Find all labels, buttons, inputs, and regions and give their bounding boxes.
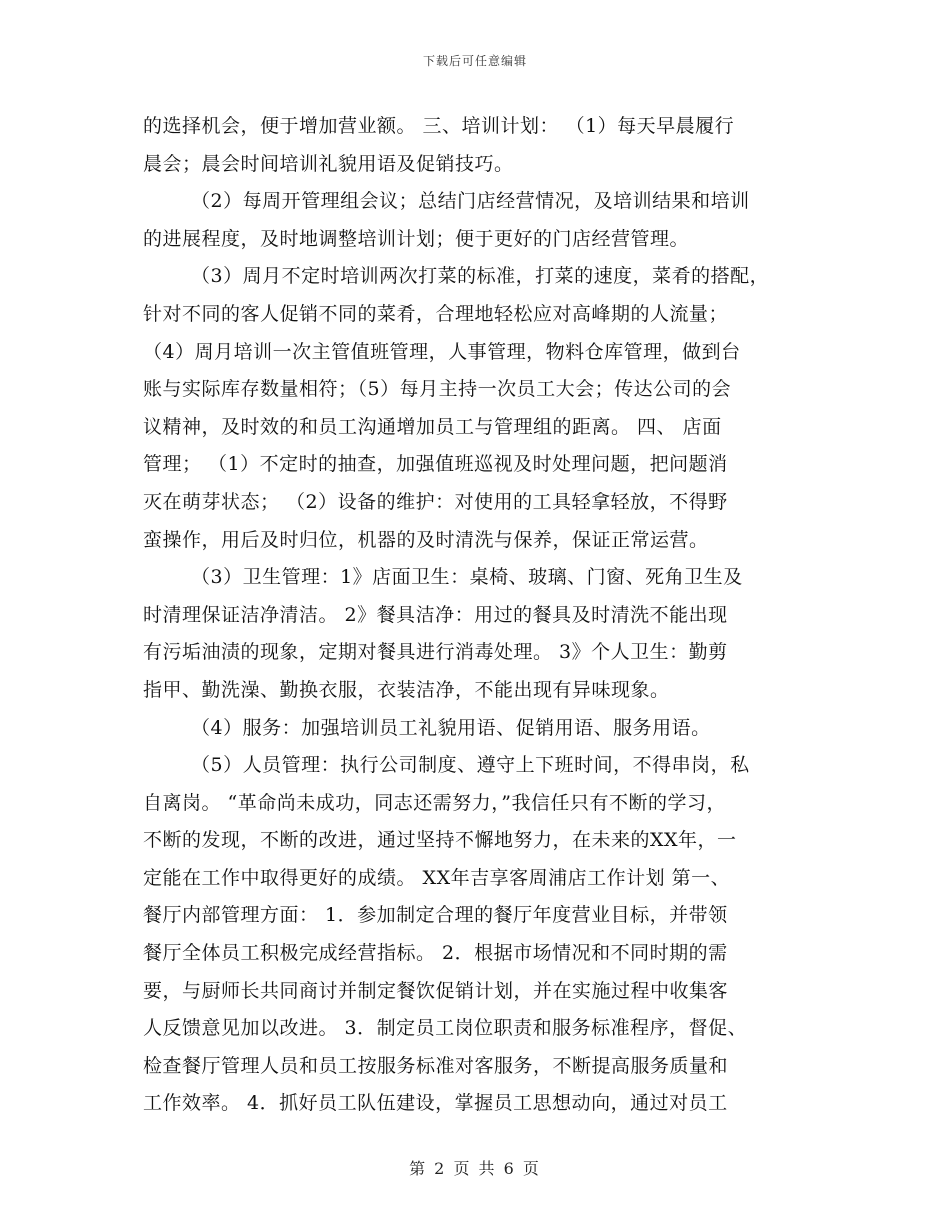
- text-line: 的进展程度，及时地调整培训计划；便于更好的门店经营管理。: [143, 227, 690, 250]
- text-line: 餐厅全体员工积极完成经营指标。 2．根据市场情况和不同时期的需: [143, 942, 728, 965]
- page-number: 第 2 页 共 6 页: [409, 1159, 541, 1178]
- text-line: 不断的发现，不断的改进，通过坚持不懈地努力，在未来的XX年，一: [143, 829, 737, 852]
- text-line: 的选择机会，便于增加营业额。 三、培训计划： （1）每天早晨履行: [143, 115, 735, 137]
- text-line: 自离岗。 “革命尚未成功，同志还需努力，”我信任只有不断的学习，: [143, 791, 726, 814]
- text-line: 要，与厨师长共同商讨并制定餐饮促销计划，并在实施过程中收集客: [143, 979, 729, 1002]
- text-line: （3）卫生管理：1》店面卫生：桌椅、玻璃、门窗、死角卫生及: [191, 566, 743, 589]
- header-note: 下载后可任意编辑: [422, 54, 527, 68]
- text-line: 管理； （1）不定时的抽查，加强值班巡视及时处理问题，把问题消: [143, 453, 728, 476]
- text-line: 工作效率。 4．抓好员工队伍建设，掌握员工思想动向，通过对员工: [143, 1092, 728, 1115]
- text-line: 时清理保证洁净清洁。 2》餐具洁净：用过的餐具及时清洗不能出现: [143, 603, 728, 626]
- text-line: 蛮操作，用后及时归位，机器的及时清洗与保养，保证正常运营。: [143, 528, 709, 551]
- text-line: 人反馈意见加以改进。 3．制定员工岗位职责和服务标准程序，督促、: [143, 1017, 748, 1040]
- text-line: （2）每周开管理组会议；总结门店经营情况，及培训结果和培训: [191, 190, 750, 213]
- text-line: 检查餐厅管理人员和员工按服务标准对客服务，不断提高服务质量和: [143, 1054, 729, 1077]
- text-line: 议精神，及时效的和员工沟通增加员工与管理组的距离。 四、 店面: [143, 415, 722, 438]
- text-line: （4）周月培训一次主管值班管理，人事管理，物料仓库管理，做到台: [143, 340, 741, 363]
- text-line: 账与实际库存数量相符；（5）每月主持一次员工大会；传达公司的会: [143, 378, 732, 401]
- text-line: （3）周月不定时培训两次打菜的标准，打菜的速度，菜肴的搭配，: [191, 265, 770, 288]
- text-line: （5）人员管理：执行公司制度、遵守上下班时间，不得串岗，私: [191, 754, 750, 777]
- text-line: 定能在工作中取得更好的成绩。 XX年吉享客周浦店工作计划 第一、: [143, 866, 731, 889]
- text-line: 晨会；晨会时间培训礼貌用语及促销技巧。: [143, 152, 514, 175]
- text-line: 灭在萌芽状态； （2）设备的维护：对使用的工具轻拿轻放，不得野: [143, 490, 728, 513]
- text-line: 针对不同的客人促销不同的菜肴，合理地轻松应对高峰期的人流量；: [143, 302, 729, 325]
- text-line: （4）服务：加强培训员工礼貌用语、促销用语、服务用语。: [191, 716, 711, 739]
- text-line: 指甲、勤洗澡、勤换衣服，衣装洁净，不能出现有异味现象。: [143, 678, 670, 701]
- text-line: 餐厅内部管理方面： 1．参加制定合理的餐厅年度营业目标，并带领: [143, 904, 728, 927]
- document-body: [143, 108, 807, 1123]
- text-line: 有污垢油渍的现象，定期对餐具进行消毒处理。 3》个人卫生：勤剪: [143, 641, 728, 664]
